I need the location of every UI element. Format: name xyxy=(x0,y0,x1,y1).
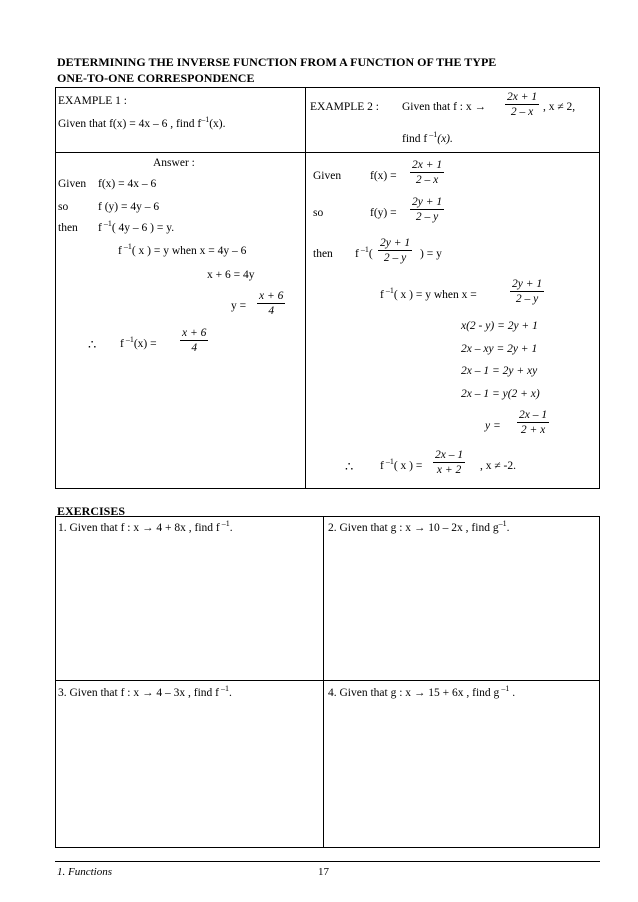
example1-step6-lhs: y = xyxy=(231,300,247,312)
exercise-3: 3. Given that f : x → 4 – 3x , find f $^{-1}$. xyxy=(58,684,232,699)
example1-result-lhs: f $^{-1}$(x) = xyxy=(120,335,157,350)
example2-step8: 2x – 1 = y(2 + x) xyxy=(461,388,540,400)
example1-step3-expr: f $^{-1}$( 4y – 6 ) = y. xyxy=(98,219,175,234)
example1-step2-label: so xyxy=(58,201,69,213)
examples-divider-h xyxy=(55,152,600,153)
examples-divider-v xyxy=(305,87,306,489)
page-title: DETERMINING THE INVERSE FUNCTION FROM A FUNCTION OF THE TYPE xyxy=(57,55,497,69)
example2-step3-rhs: ) = y xyxy=(420,248,442,260)
example2-step2-label: so xyxy=(313,207,324,219)
example1-statement: Given that f(x) = 4x – 6 , find $f^{-1}(x)$. xyxy=(58,115,226,130)
exercise-4: 4. Given that g : x → 15 + 6x , find g $^{-1}$ . xyxy=(328,684,516,699)
example2-step9-lhs: y = xyxy=(485,420,501,432)
example1-step4-expr: f $^{-1}$( x ) = y when x = 4y – 6 xyxy=(118,242,247,257)
example2-step4-fraction: $\frac{2y + 1}{2 - y}$ xyxy=(512,278,543,305)
example2-step1-label: Given xyxy=(313,170,342,182)
exercises-table xyxy=(55,516,600,848)
example2-step1-lhs: f(x) = xyxy=(370,170,397,182)
page-subtitle: ONE-TO-ONE CORRESPONDENCE xyxy=(57,71,255,85)
example2-step3-label: then xyxy=(313,248,333,260)
example2-result-condition: , x ≠ -2. xyxy=(480,460,517,472)
exercises-divider-v xyxy=(323,516,324,848)
example2-step4-lhs: f $^{-1}$( x ) = y when x = xyxy=(380,286,477,301)
page-number: 17 xyxy=(318,866,329,878)
exercise-2: 2. Given that g : x → 10 – 2x , find $g^{-1}$. xyxy=(328,519,510,534)
example1-step5-expr: x + 6 = 4y xyxy=(207,269,255,281)
example2-step2-lhs: f(y) = xyxy=(370,207,397,219)
example1-step1-expr: f(x) = 4x – 6 xyxy=(98,178,157,190)
example1-answer-label: Answer : xyxy=(153,157,195,169)
example2-step6: 2x – xy = 2y + 1 xyxy=(461,343,538,355)
footer-chapter: 1. Functions xyxy=(57,866,112,878)
example2-result-lhs: f $^{-1}$( x ) = xyxy=(380,457,423,472)
example1-step1-label: Given xyxy=(58,178,87,190)
therefore-icon: ∴ xyxy=(345,459,354,474)
example2-given-fraction: $\frac{2x + 1}{2 - x}$ xyxy=(507,91,538,118)
example2-find: find f $^{-1}$(x). xyxy=(402,130,453,145)
example1-step3-label: then xyxy=(58,222,78,234)
example2-heading: EXAMPLE 2 : xyxy=(310,101,379,113)
exercises-heading: EXERCISES xyxy=(57,504,126,518)
example2-given-condition: , x ≠ 2, xyxy=(543,101,576,113)
therefore-icon: ∴ xyxy=(88,337,97,352)
footer-rule xyxy=(55,861,600,862)
example2-step2-fraction: $\frac{2y + 1}{2 - y}$ xyxy=(412,196,443,223)
example1-result-fraction: $\frac{x + 6}{4}$ xyxy=(182,327,207,354)
example1-step6-fraction: $\frac{x + 6}{4}$ xyxy=(259,290,284,317)
example2-step9-fraction: $\frac{2x - 1}{2 + x}$ xyxy=(519,409,548,436)
example2-step3-fraction: $\frac{2y + 1}{2 - y}$ xyxy=(380,237,411,264)
exercise-1: 1. Given that f : x → 4 + 8x , find f $^{-1}$. xyxy=(58,519,233,534)
example2-given-text: Given that f : x → xyxy=(402,101,486,113)
example2-step7: 2x – 1 = 2y + xy xyxy=(461,365,538,377)
example2-result-fraction: $\frac{2x - 1}{x + 2}$ xyxy=(435,449,464,476)
exercises-divider-h xyxy=(55,680,600,681)
example2-step5: x(2 - y) = 2y + 1 xyxy=(461,320,538,332)
example1-step2-expr: f (y) = 4y – 6 xyxy=(98,201,160,213)
example1-heading: EXAMPLE 1 : xyxy=(58,95,127,107)
example2-step1-fraction: $\frac{2x + 1}{2 - x}$ xyxy=(412,159,443,186)
example2-step3-lhs: f $^{-1}$( xyxy=(355,245,373,260)
